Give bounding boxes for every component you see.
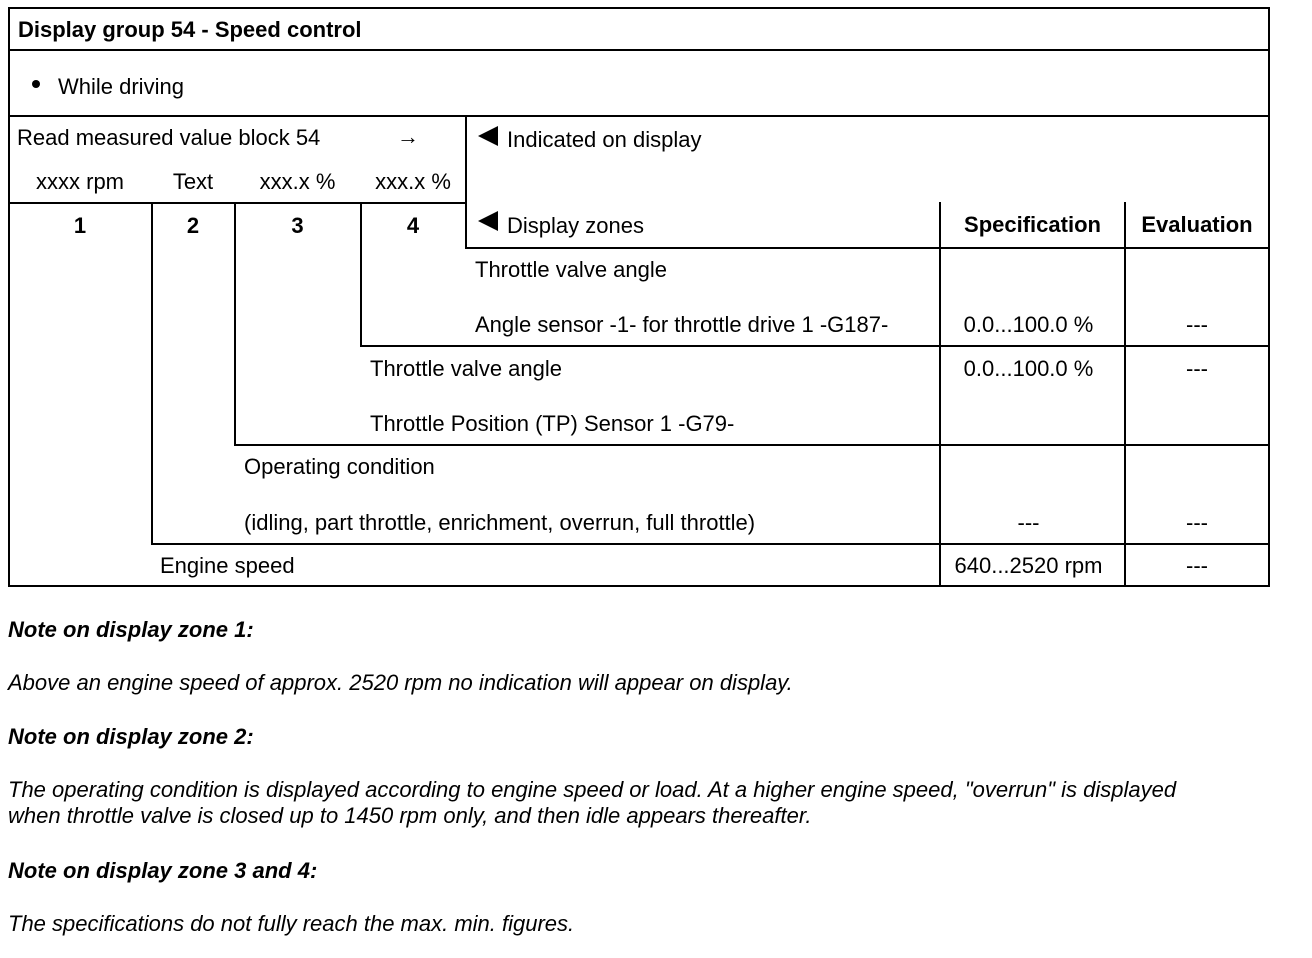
divider-units xyxy=(8,202,467,204)
row-1-eval: --- xyxy=(1186,553,1208,578)
display-zones-label: Display zones xyxy=(507,213,644,238)
display-group-title: Display group 54 - Speed control xyxy=(18,17,362,42)
indicated-triangle-icon xyxy=(478,126,498,146)
evaluation-header: Evaluation xyxy=(1141,212,1253,237)
divider-indicated xyxy=(465,115,467,249)
note-1-text: Above an engine speed of approx. 2520 rpm no indication will appear on display. xyxy=(8,670,793,695)
row-1-spec: 640...2520 rpm xyxy=(954,553,1103,578)
read-block-label: Read measured value block 54 xyxy=(17,125,321,150)
specification-header: Specification xyxy=(964,212,1101,237)
row-1-title: Engine speed xyxy=(160,553,295,578)
unit-zone-2: Text xyxy=(172,169,214,194)
display-zones-triangle-icon xyxy=(478,211,498,231)
note-1-heading: Note on display zone 1: xyxy=(8,617,254,642)
zone-number-2: 2 xyxy=(186,213,200,238)
arrow-right-icon: → xyxy=(397,124,419,149)
note-3-text: The specifications do not fully reach the max. min. figures. xyxy=(8,911,575,936)
zone-number-1: 1 xyxy=(73,213,87,238)
row-2-title: Operating condition xyxy=(244,454,435,479)
indicated-label: Indicated on display xyxy=(507,127,702,152)
bullet-icon xyxy=(32,80,40,88)
zone-number-3: 3 xyxy=(291,213,304,238)
zone-number-4: 4 xyxy=(406,213,420,238)
divider-header-row xyxy=(465,247,1270,249)
row-3-detail: Throttle Position (TP) Sensor 1 -G79- xyxy=(370,411,735,436)
bracket-zone-2-foot xyxy=(151,543,1270,545)
unit-zone-3: xxx.x % xyxy=(259,169,336,194)
row-2-detail: (idling, part throttle, enrichment, overrun, full throttle) xyxy=(244,510,756,535)
divider-title xyxy=(8,49,1270,51)
row-4-title: Throttle valve angle xyxy=(475,257,667,282)
row-2-eval: --- xyxy=(1186,510,1208,535)
bracket-zone-3-foot xyxy=(234,444,1270,446)
bracket-zone-2 xyxy=(151,202,153,545)
note-3-heading: Note on display zone 3 and 4: xyxy=(8,858,318,883)
unit-zone-1: xxxx rpm xyxy=(36,169,124,194)
driving-condition: While driving xyxy=(58,74,184,99)
note-2-text-line-2: when throttle valve is closed up to 1450 rpm only, and then idle appears thereafter. xyxy=(8,803,812,828)
row-4-detail: Angle sensor -1- for throttle drive 1 -G187- xyxy=(475,312,889,337)
table-border-right xyxy=(1268,7,1270,587)
divider-condition xyxy=(8,115,1270,117)
note-2-heading: Note on display zone 2: xyxy=(8,724,254,749)
note-2-text-line-1: The operating condition is displayed according to engine speed or load. At a higher engine speed, "overrun" is displayed xyxy=(8,777,1177,802)
unit-zone-4: xxx.x % xyxy=(375,169,451,194)
table-border-bottom xyxy=(8,585,1270,587)
row-4-eval: --- xyxy=(1186,312,1208,337)
table-border-top xyxy=(8,7,1270,9)
bracket-zone-4-foot xyxy=(360,345,1270,347)
row-4-spec: 0.0...100.0 % xyxy=(963,312,1094,337)
row-3-title: Throttle valve angle xyxy=(370,356,562,381)
row-3-spec: 0.0...100.0 % xyxy=(963,356,1094,381)
row-2-spec: --- xyxy=(1017,510,1040,535)
table-border-left xyxy=(8,7,10,587)
row-3-eval: --- xyxy=(1186,356,1208,381)
